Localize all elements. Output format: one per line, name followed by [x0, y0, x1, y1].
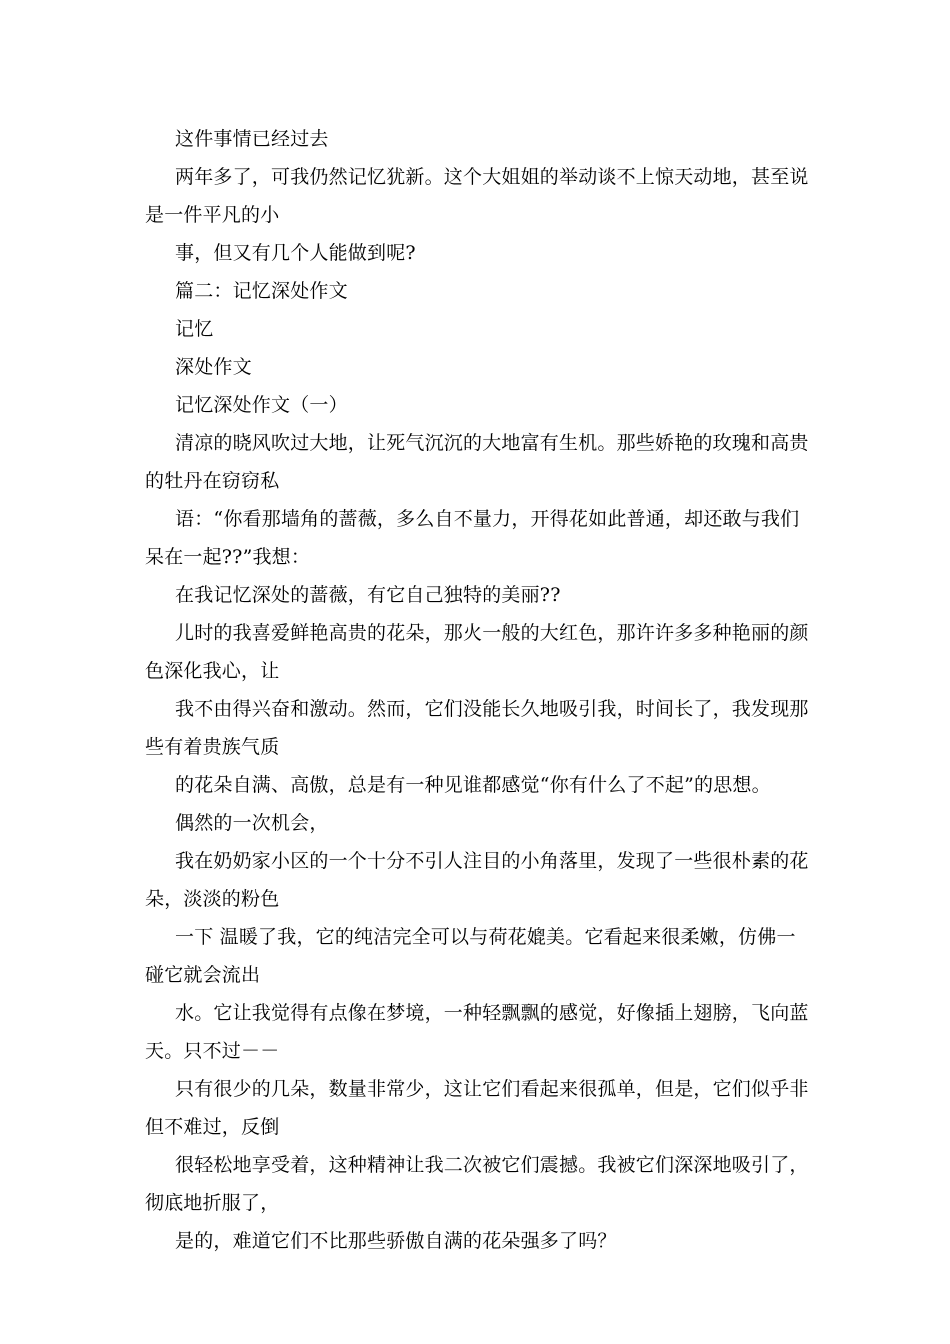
subsection-heading: 记忆深处作文（一）	[175, 394, 348, 416]
text-line: 是的，难道它们不比那些骄傲自满的花朵强多了吗？	[175, 1230, 617, 1252]
text-line: 我不由得兴奋和激动。然而，它们没能长久地吸引我，时间长了，我发现那	[175, 698, 809, 720]
text-line: 一下 温暖了我，它的纯洁完全可以与荷花媲美。它看起来很柔嫩，仿佛一	[175, 926, 796, 948]
text-line: 事，但又有几个人能做到呢?	[175, 242, 416, 264]
text-line: 天。只不过－－	[145, 1040, 280, 1062]
text-line: 是一件平凡的小	[145, 204, 280, 226]
text-line: 只有很少的几朵，数量非常少，这让它们看起来很孤单，但是，它们似乎非	[175, 1078, 809, 1100]
text-line: 偶然的一次机会，	[175, 812, 329, 834]
text-line: 两年多了，可我仍然记忆犹新。这个大姐姐的举动谈不上惊天动地，甚至说	[175, 166, 809, 188]
text-line: 碰它就会流出	[145, 964, 261, 986]
text-line: 的牡丹在窃窃私	[145, 470, 280, 492]
text-line: 语：“你看那墙角的蔷薇，多么自不量力，开得花如此普通，却还敢与我们	[175, 508, 800, 530]
text-line: 色深化我心，让	[145, 660, 280, 682]
text-line: 些有着贵族气质	[145, 736, 280, 758]
text-line: 儿时的我喜爱鲜艳高贵的花朵，那火一般的大红色，那许许多多种艳丽的颜	[175, 622, 809, 644]
text-line: 但不难过，反倒	[145, 1116, 280, 1138]
text-line: 水。它让我觉得有点像在梦境，一种轻飘飘的感觉，好像插上翅膀，飞向蓝	[175, 1002, 809, 1024]
text-line: 的花朵自满、高傲，总是有一种见谁都感觉“你有什么了不起”的思想。	[175, 774, 771, 796]
text-line: 这件事情已经过去	[175, 128, 329, 150]
text-line: 很轻松地享受着，这种精神让我二次被它们震撼。我被它们深深地吸引了，	[175, 1154, 809, 1176]
text-line: 朵，淡淡的粉色	[145, 888, 280, 910]
text-line: 深处作文	[175, 356, 252, 378]
text-line: 呆在一起??”我想：	[145, 546, 311, 568]
text-line: 彻底地折服了，	[145, 1192, 280, 1214]
text-line: 清凉的晓风吹过大地，让死气沉沉的大地富有生机。那些娇艳的玫瑰和高贵	[175, 432, 809, 454]
section-heading: 篇二：记忆深处作文	[175, 280, 348, 302]
text-line: 记忆	[175, 318, 214, 340]
text-line: 在我记忆深处的蔷薇，有它自己独特的美丽??	[175, 584, 561, 606]
text-line: 我在奶奶家小区的一个十分不引人注目的小角落里，发现了一些很朴素的花	[175, 850, 809, 872]
document-body	[145, 120, 810, 1260]
